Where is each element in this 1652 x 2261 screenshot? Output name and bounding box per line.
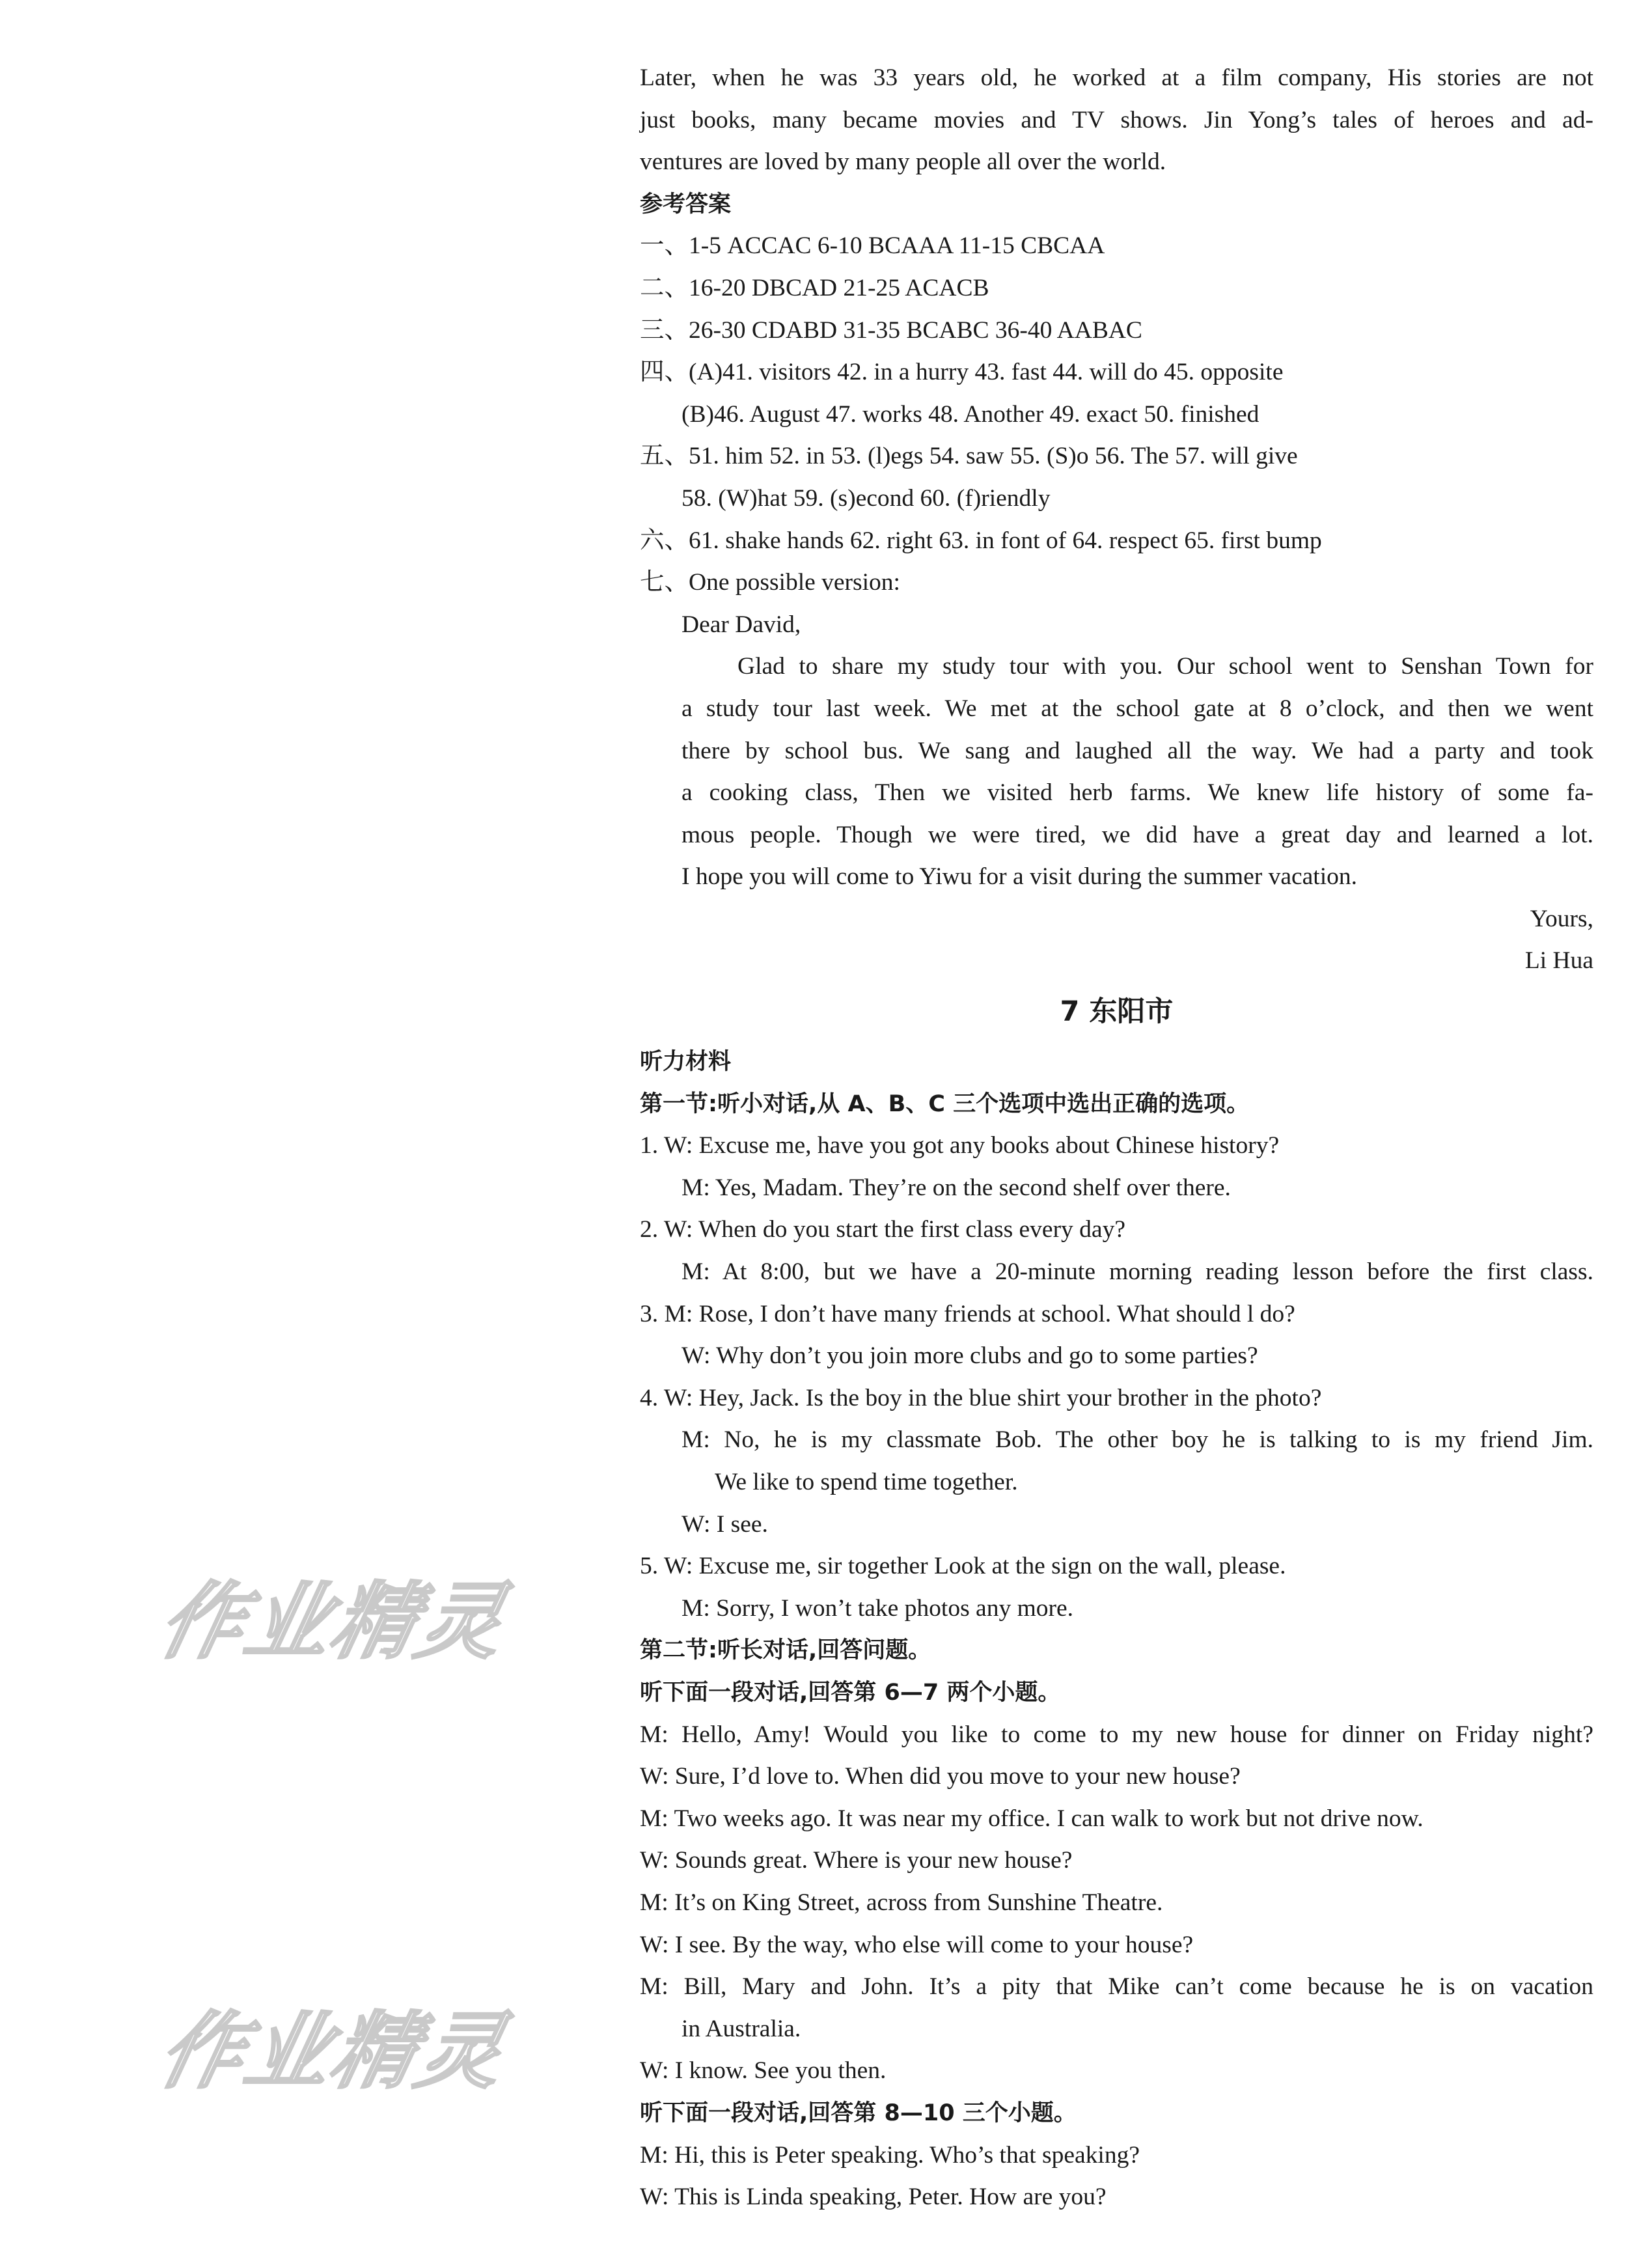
text-line: 1. W: Excuse me, have you got any books about Chinese history? bbox=[640, 1132, 1280, 1159]
text-line: W: I see. bbox=[681, 1510, 768, 1538]
text-line: M: Bill, Mary and John. It’s a pity that Mike can’t come because he is on vacation bbox=[640, 1973, 1593, 2001]
text-line: Dear David, bbox=[681, 611, 801, 638]
text-line: 五、51. him 52. in 53. (l)egs 54. saw 55. (S)o 56. The 57. will give bbox=[640, 443, 1298, 470]
text-line: Later, when he was 33 years old, he worked at a film company, His stories are not bbox=[640, 64, 1593, 91]
text-line: W: Why don’t you join more clubs and go to some parties? bbox=[681, 1342, 1258, 1370]
text-line: mous people. Though we were tired, we did have a great day and learned a lot. bbox=[681, 821, 1593, 848]
text-line: M: No, he is my classmate Bob. The other boy he is talking to is my friend Jim. bbox=[681, 1426, 1593, 1454]
text-line: W: This is Linda speaking, Peter. How are you? bbox=[640, 2184, 1107, 2211]
text-line: ventures are loved by many people all over the world. bbox=[640, 148, 1166, 176]
text-line: 第一节:听小对话,从 A、B、C 三个选项中选出正确的选项。 bbox=[640, 1090, 1250, 1117]
text-line: 二、16-20 DBCAD 21-25 ACACB bbox=[640, 274, 989, 301]
text-line: a study tour last week. We met at the school gate at 8 o’clock, and then we went bbox=[681, 695, 1593, 722]
text-line: M: It’s on King Street, across from Sunshine Theatre. bbox=[640, 1889, 1163, 1916]
text-line: Yours, bbox=[1530, 905, 1593, 932]
text-line: 2. W: When do you start the first class every day? bbox=[640, 1216, 1125, 1243]
text-line: 58. (W)hat 59. (s)econd 60. (f)riendly bbox=[681, 484, 1051, 512]
text-line: 三、26-30 CDABD 31-35 BCABC 36-40 AABAC bbox=[640, 316, 1142, 344]
text-line: M: Two weeks ago. It was near my office. I can walk to work but not drive now. bbox=[640, 1805, 1424, 1832]
text-line: there by school bus. We sang and laughed all the way. We had a party and took bbox=[681, 737, 1593, 764]
text-line: M: At 8:00, but we have a 20-minute morning reading lesson before the first class. bbox=[681, 1258, 1593, 1286]
watermark-bottom: 作业精灵 bbox=[150, 2003, 516, 2100]
text-line: Glad to share my study tour with you. Our school went to Senshan Town for bbox=[737, 653, 1593, 680]
text-line: W: I know. See you then. bbox=[640, 2057, 887, 2085]
document-page bbox=[640, 57, 1593, 2219]
text-line: 六、61. shake hands 62. right 63. in font of 64. respect 65. first bump bbox=[640, 527, 1322, 554]
text-line: Li Hua bbox=[1524, 947, 1593, 975]
text-line: just books, many became movies and TV shows. Jin Yong’s tales of heroes and ad- bbox=[640, 106, 1593, 133]
text-line: 5. W: Excuse me, sir together Look at the sign on the wall, please. bbox=[640, 1553, 1286, 1580]
text-line: M: Sorry, I won’t take photos any more. bbox=[681, 1594, 1073, 1622]
text-line: M: Hi, this is Peter speaking. Who’s that speaking? bbox=[640, 2141, 1140, 2169]
text-line: 听下面一段对话,回答第 6—7 两个小题。 bbox=[640, 1679, 1061, 1706]
text-line: M: Yes, Madam. They’re on the second shelf over there. bbox=[681, 1174, 1231, 1201]
watermark-top: 作业精灵 bbox=[150, 1574, 516, 1671]
section-title: 7 东阳市 bbox=[1060, 995, 1174, 1029]
text-line: 四、(A)41. visitors 42. in a hurry 43. fast 44. will do 45. opposite bbox=[640, 359, 1284, 386]
text-line: W: Sounds great. Where is your new house? bbox=[640, 1847, 1073, 1874]
text-line: a cooking class, Then we visited herb farms. We knew life history of some fa- bbox=[681, 779, 1593, 807]
text-line: 4. W: Hey, Jack. Is the boy in the blue shirt your brother in the photo? bbox=[640, 1384, 1322, 1411]
text-line: 七、One possible version: bbox=[640, 569, 900, 596]
text-line: 一、1-5 ACCAC 6-10 BCAAA 11-15 CBCAA bbox=[640, 232, 1105, 260]
text-line: We like to spend time together. bbox=[715, 1469, 1018, 1495]
text-line: 听力材料 bbox=[640, 1049, 732, 1075]
text-line: I hope you will come to Yiwu for a visit during the summer vacation. bbox=[681, 863, 1357, 891]
text-line: in Australia. bbox=[681, 2015, 801, 2042]
text-line: M: Hello, Amy! Would you like to come to my new house for dinner on Friday night? bbox=[640, 1721, 1593, 1748]
text-line: 3. M: Rose, I don’t have many friends at school. What should l do? bbox=[640, 1300, 1295, 1327]
text-line: W: Sure, I’d love to. When did you move to your new house? bbox=[640, 1763, 1241, 1790]
text-line: 听下面一段对话,回答第 8—10 三个小题。 bbox=[640, 2100, 1077, 2126]
text-line: 第二节:听长对话,回答问题。 bbox=[640, 1637, 931, 1664]
text-line: W: I see. By the way, who else will come to your house? bbox=[640, 1931, 1194, 1958]
text-line: (B)46. August 47. works 48. Another 49. exact 50. finished bbox=[681, 400, 1260, 428]
text-line: 参考答案 bbox=[640, 191, 732, 217]
